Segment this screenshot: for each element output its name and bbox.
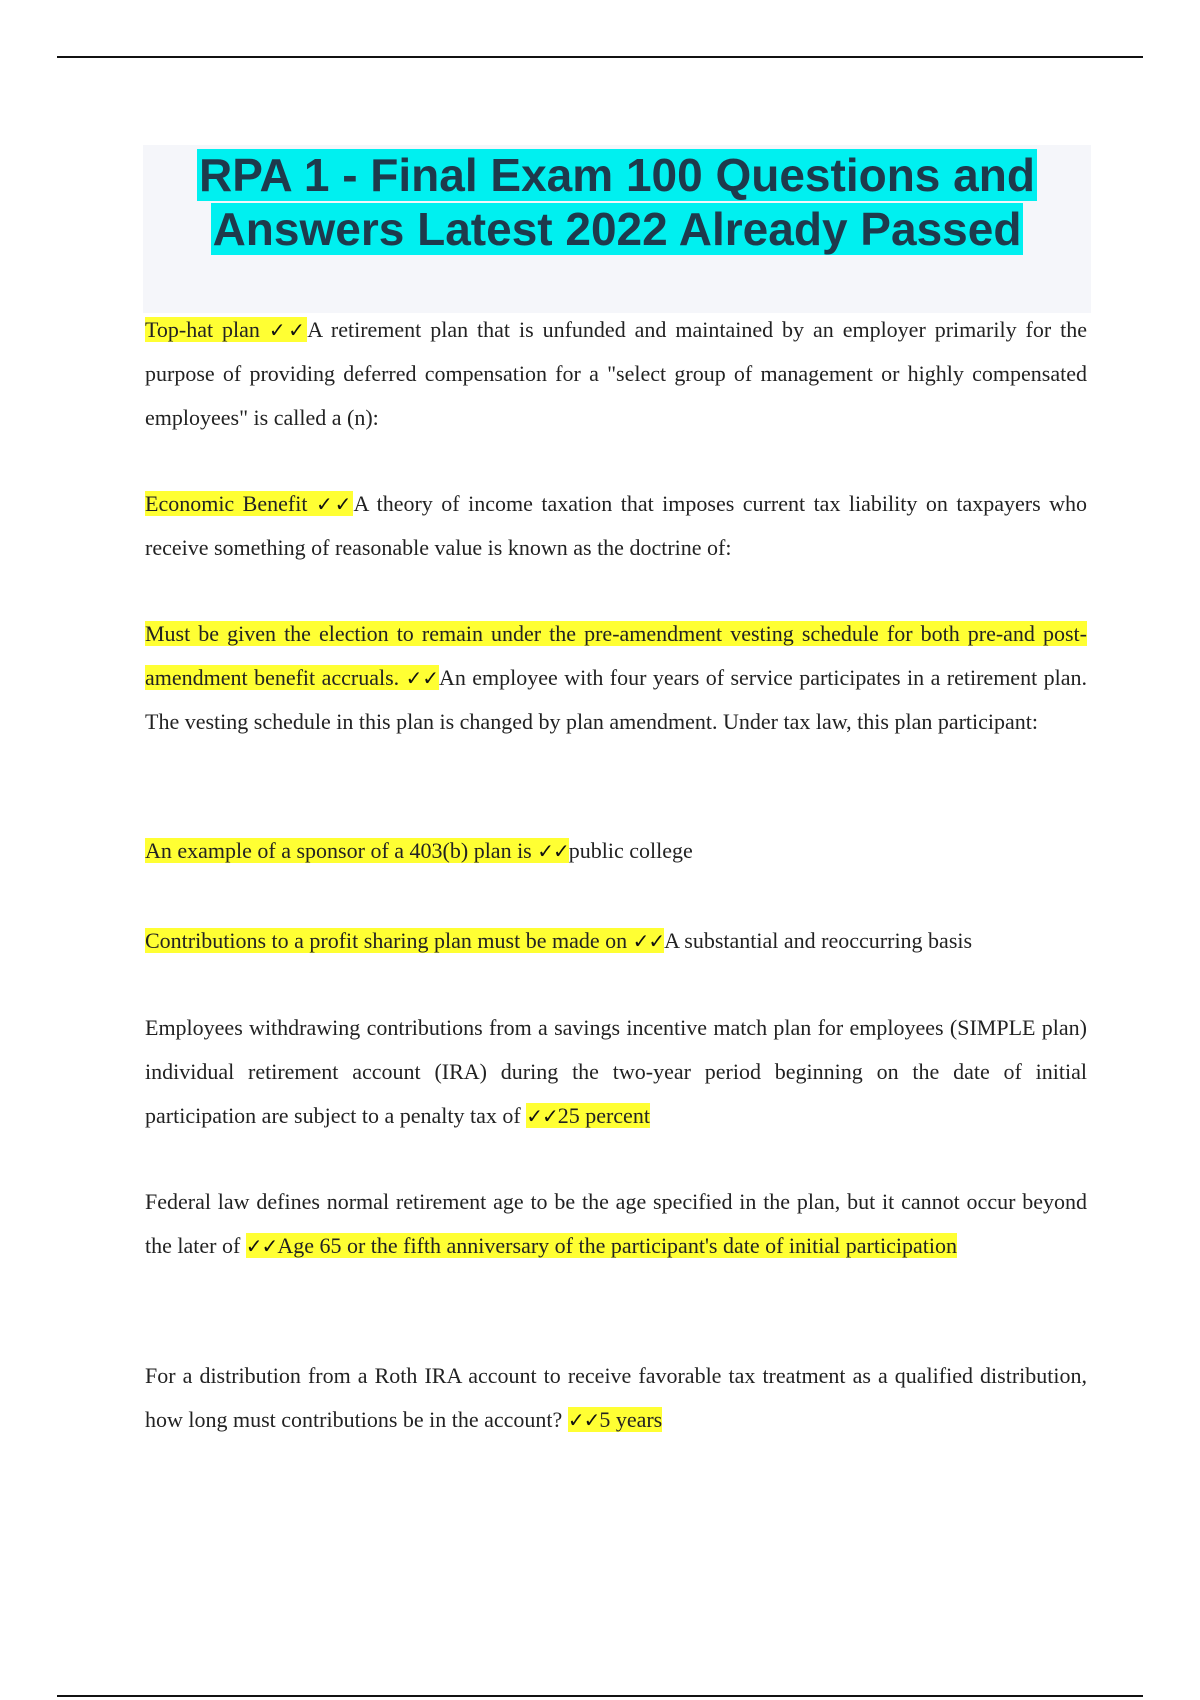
- double-check-icon: ✓✓: [268, 318, 308, 342]
- qa-entry-7: [145, 1180, 1087, 1268]
- highlighted-answer: ✓✓Age 65 or the fifth anniversary of the participant's date of initial participation: [245, 1233, 957, 1258]
- double-check-icon: ✓✓: [526, 1104, 558, 1128]
- highlighted-answer: ✓✓25 percent: [526, 1103, 650, 1128]
- double-check-icon: ✓✓: [567, 1408, 600, 1432]
- question-text: An employee with four years of service participates in a retirement plan. The vesting schedule in this plan is changed by plan amendment. Under tax law, this plan participant:: [145, 665, 1087, 734]
- highlighted-answer: Top-hat plan ✓✓: [145, 317, 308, 342]
- double-check-icon: ✓✓: [245, 1234, 278, 1258]
- highlighted-question: Contributions to a profit sharing plan must be made on ✓✓: [145, 928, 665, 953]
- double-check-icon: ✓✓: [405, 666, 439, 690]
- document-title: [143, 145, 1091, 256]
- question-text: A retirement plan that is unfunded and maintained by an employer primarily for the purpose of providing deferred compensation for a "select group of management or highly compensated employees" is called a (n):: [145, 317, 1088, 430]
- answer-text: public college: [568, 838, 693, 863]
- double-check-icon: ✓✓: [632, 929, 665, 953]
- qa-entry-8: [145, 1354, 1087, 1442]
- highlighted-question: An example of a sponsor of a 403(b) plan is ✓✓: [145, 838, 569, 863]
- question-text: Federal law defines normal retirement age to be the age specified in the plan, but it cannot occur beyond the later of: [145, 1189, 1087, 1258]
- double-check-icon: ✓✓: [537, 839, 569, 863]
- title-line-2: Answers Latest 2022 Already Passed: [212, 203, 1022, 255]
- question-text: A theory of income taxation that imposes current tax liability on taxpayers who receive something of reasonable value is known as the doctrine of:: [145, 491, 1088, 560]
- answer-text: A substantial and reoccurring basis: [664, 928, 973, 953]
- title-banner: [143, 145, 1091, 313]
- highlighted-answer: ✓✓5 years: [567, 1407, 663, 1432]
- highlighted-answer: Economic Benefit ✓✓: [145, 491, 354, 516]
- question-text: Employees withdrawing contributions from a savings incentive match plan for employees (SIMPLE plan) individual retirement account (IRA) during the two-year period beginning on the date of initial participation are subject to a penalty tax of: [145, 1015, 1087, 1128]
- question-text: For a distribution from a Roth IRA account to receive favorable tax treatment as a qualified distribution, how long must contributions be in the account?: [145, 1363, 1087, 1432]
- highlighted-answer: Must be given the election to remain under the pre-amendment vesting schedule for both pre-and post-amendment benefit accruals. ✓✓: [145, 621, 1087, 690]
- qa-entry-3: [145, 612, 1087, 744]
- qa-entry-5: [145, 919, 1087, 963]
- top-divider: [57, 56, 1143, 58]
- qa-entry-1: [145, 308, 1087, 440]
- title-line-1: RPA 1 - Final Exam 100 Questions and: [199, 149, 1035, 201]
- qa-entry-2: [145, 482, 1087, 570]
- bottom-divider: [57, 1695, 1143, 1697]
- qa-entry-4: [145, 829, 1087, 873]
- double-check-icon: ✓✓: [315, 492, 354, 516]
- qa-entry-6: [145, 1006, 1087, 1138]
